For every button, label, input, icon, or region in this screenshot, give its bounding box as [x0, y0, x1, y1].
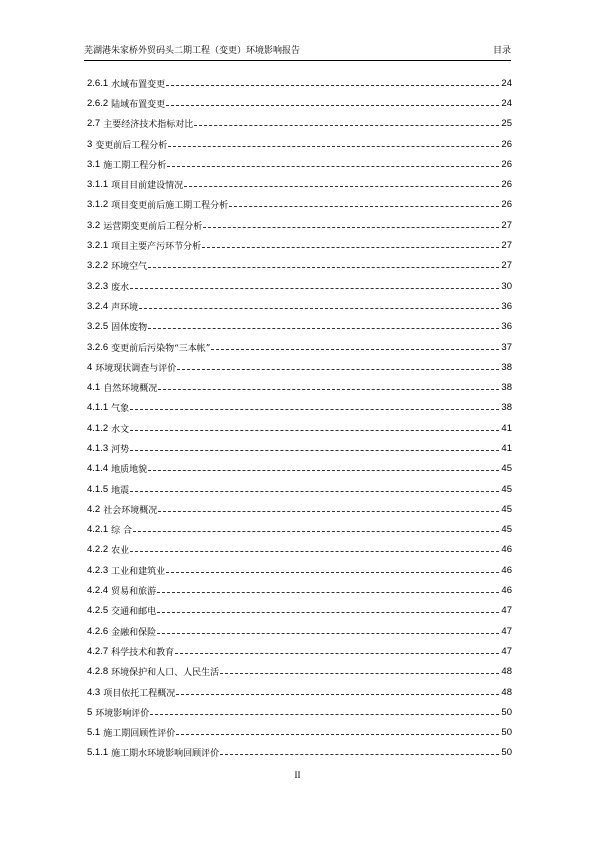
toc-entry-page: 48: [501, 686, 512, 698]
toc-entry-page: 45: [501, 503, 512, 515]
toc-entry-number: 4.2.3: [87, 564, 109, 576]
toc-entry-number: 4.1.3: [87, 442, 109, 454]
toc-entry-number: 5: [87, 706, 93, 718]
page-number: II: [294, 770, 301, 780]
toc-entry-title: 气象: [111, 404, 130, 415]
toc-entry[interactable]: [87, 702, 512, 722]
toc-entry-title: 施工期回顾性评价: [103, 729, 176, 740]
toc-entry-number: 4.1.4: [87, 463, 109, 475]
toc-entry-title: 综 合: [111, 526, 133, 537]
toc-entry-number: 3.2.6: [87, 341, 109, 353]
toc-entry-page: 47: [501, 625, 512, 637]
toc-entry-title: 项目主要产污环节分析: [111, 242, 202, 253]
toc-entry-title: 环境保护和人口、人民生活: [111, 668, 220, 679]
toc-entry-title: 地震: [111, 485, 130, 496]
toc-entry-number: 4.1.2: [87, 422, 109, 434]
toc-entry-number: 4.2.4: [87, 585, 109, 597]
toc-dot-leader: [130, 288, 499, 289]
toc-dot-leader: [176, 694, 499, 695]
toc-entry-title: 变更前后污染物“三本帐”: [111, 343, 211, 354]
toc-entry[interactable]: [87, 215, 512, 235]
toc-entry[interactable]: [87, 499, 512, 519]
toc-dot-leader: [220, 673, 499, 674]
toc-entry-title: 河势: [111, 444, 130, 455]
toc-entry-title: 变更前后工程分析: [95, 140, 168, 151]
toc-entry-page: 26: [501, 158, 512, 170]
toc-entry-title: 废水: [111, 282, 130, 293]
toc-entry-number: 4.3: [87, 686, 101, 698]
toc-entry-number: 4.2.2: [87, 544, 109, 556]
toc-entry-number: 3.2.5: [87, 321, 109, 333]
toc-entry[interactable]: [87, 723, 512, 743]
page-header: [84, 40, 511, 61]
toc-dot-leader: [168, 146, 499, 147]
toc-entry-title: 运营期变更前后工程分析: [103, 221, 203, 232]
toc-entry[interactable]: [87, 93, 512, 113]
toc-entry-title: 施工期水环境影响回顾评价: [111, 749, 220, 760]
toc-entry[interactable]: [87, 276, 512, 296]
toc-entry-page: 24: [501, 77, 512, 89]
toc-entry-number: 3.2.4: [87, 300, 109, 312]
toc-dot-leader: [130, 430, 499, 431]
toc-entry-title: 项目变更前后施工期工程分析: [111, 201, 229, 212]
toc-entry-title: 金融和保险: [111, 627, 157, 638]
toc-entry-page: 27: [501, 260, 512, 272]
toc-entry-page: 46: [501, 585, 512, 597]
toc-entry[interactable]: [87, 580, 512, 600]
toc-entry[interactable]: [87, 601, 512, 621]
toc-dot-leader: [130, 409, 499, 410]
section-label: 目录: [492, 46, 511, 56]
toc-dot-leader: [176, 734, 499, 735]
toc-entry-title: 施工期工程分析: [103, 160, 167, 171]
toc-entry-number: 3.2.1: [87, 240, 109, 252]
toc-entry-number: 3.1: [87, 158, 101, 170]
toc-entry-number: 4.2.7: [87, 645, 109, 657]
toc-entry[interactable]: [87, 662, 512, 682]
toc-entry-title: 环境空气: [111, 262, 148, 273]
toc-entry-page: 27: [501, 240, 512, 252]
toc-entry-number: 4.2.8: [87, 666, 109, 678]
toc-entry[interactable]: [87, 418, 512, 438]
toc-entry-page: 25: [501, 118, 512, 130]
toc-dot-leader: [166, 105, 499, 106]
toc-entry-page: 50: [501, 706, 512, 718]
toc-entry-title: 声环境: [111, 302, 139, 313]
toc-entry-page: 27: [501, 219, 512, 231]
toc-entry-title: 陆域布置变更: [111, 99, 166, 110]
toc-entry[interactable]: [87, 540, 512, 560]
toc-dot-leader: [157, 592, 499, 593]
toc-dot-leader: [220, 754, 499, 755]
toc-entry-number: 5.1: [87, 727, 101, 739]
toc-entry-page: 26: [501, 179, 512, 191]
toc-entry[interactable]: [87, 317, 512, 337]
toc-entry-page: 47: [501, 645, 512, 657]
toc-entry-page: 50: [501, 747, 512, 759]
toc-entry-page: 37: [501, 341, 512, 353]
toc-dot-leader: [139, 308, 499, 309]
toc-entry[interactable]: [87, 377, 512, 397]
toc-entry-page: 45: [501, 524, 512, 536]
toc-entry-number: 4.2: [87, 503, 101, 515]
toc-entry[interactable]: [87, 134, 512, 154]
toc-entry-title: 贸易和旅游: [111, 587, 157, 598]
toc-entry-number: 5.1.1: [87, 747, 109, 759]
toc-entry-page: 38: [501, 361, 512, 373]
toc-entry-number: 4: [87, 361, 93, 373]
toc-entry-title: 环境影响评价: [95, 708, 150, 719]
toc-entry-title: 社会环境概况: [103, 505, 158, 516]
toc-dot-leader: [167, 166, 499, 167]
toc-dot-leader: [157, 633, 499, 634]
toc-entry-page: 30: [501, 280, 512, 292]
toc-entry-page: 47: [501, 605, 512, 617]
toc-entry-page: 45: [501, 463, 512, 475]
toc-entry-number: 3.2.3: [87, 280, 109, 292]
toc-dot-leader: [158, 511, 499, 512]
toc-entry-title: 地质地貌: [111, 465, 148, 476]
toc-entry-number: 4.1.1: [87, 402, 109, 414]
toc-dot-leader: [148, 470, 499, 471]
toc-entry-title: 交通和邮电: [111, 607, 157, 618]
toc-entry-number: 3.2.2: [87, 260, 109, 272]
toc-entry[interactable]: [87, 438, 512, 458]
toc-entry[interactable]: [87, 682, 512, 702]
toc-entry[interactable]: [87, 621, 512, 641]
toc-entry-number: 2.6.2: [87, 97, 109, 109]
toc-entry-number: 4.2.5: [87, 605, 109, 617]
toc-entry-page: 45: [501, 483, 512, 495]
toc-entry-number: 3.2: [87, 219, 101, 231]
toc-entry[interactable]: [87, 459, 512, 479]
toc-entry-page: 46: [501, 564, 512, 576]
toc-entry[interactable]: [87, 479, 512, 499]
toc-entry-title: 固体废物: [111, 323, 148, 334]
toc-entry-page: 50: [501, 727, 512, 739]
toc-dot-leader: [130, 450, 499, 451]
toc-entry[interactable]: [87, 235, 512, 255]
toc-entry-number: 4.2.6: [87, 625, 109, 637]
toc-entry-page: 24: [501, 97, 512, 109]
toc-entry[interactable]: [87, 154, 512, 174]
toc-entry-title: 环境现状调查与评价: [95, 363, 177, 374]
toc-entry[interactable]: [87, 641, 512, 661]
toc-entry-page: 46: [501, 544, 512, 556]
document-title: 芜湖港朱家桥外贸码头二期工程（变更）环境影响报告: [84, 46, 301, 56]
toc-dot-leader: [130, 491, 499, 492]
toc-dot-leader: [158, 389, 499, 390]
toc-entry-page: 26: [501, 138, 512, 150]
toc-dot-leader: [130, 551, 499, 552]
toc-entry-title: 项目依托工程概况: [103, 688, 176, 699]
toc-entry-page: 38: [501, 402, 512, 414]
toc-entry-number: 3: [87, 138, 93, 150]
toc-entry-page: 36: [501, 321, 512, 333]
toc-entry-title: 农业: [111, 546, 130, 557]
toc-dot-leader: [229, 206, 499, 207]
toc-dot-leader: [133, 531, 499, 532]
toc-entry[interactable]: [87, 398, 512, 418]
toc-entry[interactable]: [87, 560, 512, 580]
toc-entry-page: 41: [501, 442, 512, 454]
toc-entry-page: 48: [501, 666, 512, 678]
toc-entry-number: 2.6.1: [87, 77, 109, 89]
table-of-contents: [87, 73, 512, 763]
toc-entry-page: 38: [501, 382, 512, 394]
toc-dot-leader: [166, 85, 499, 86]
toc-dot-leader: [157, 612, 499, 613]
toc-entry[interactable]: [87, 337, 512, 357]
toc-entry-number: 4.1.5: [87, 483, 109, 495]
toc-dot-leader: [148, 267, 499, 268]
toc-entry[interactable]: [87, 520, 512, 540]
toc-entry-title: 主要经济技术指标对比: [103, 120, 194, 131]
toc-entry-number: 4.2.1: [87, 524, 109, 536]
toc-entry[interactable]: [87, 743, 512, 763]
toc-dot-leader: [211, 349, 499, 350]
toc-entry[interactable]: [87, 114, 512, 134]
toc-entry[interactable]: [87, 174, 512, 194]
toc-entry[interactable]: [87, 73, 512, 93]
toc-entry-title: 水文: [111, 424, 130, 435]
toc-entry[interactable]: [87, 296, 512, 316]
toc-entry[interactable]: [87, 256, 512, 276]
toc-dot-leader: [202, 247, 499, 248]
toc-entry-page: 41: [501, 422, 512, 434]
toc-dot-leader: [203, 227, 499, 228]
toc-entry-page: 36: [501, 300, 512, 312]
toc-entry-page: 26: [501, 199, 512, 211]
toc-dot-leader: [175, 653, 499, 654]
toc-entry-title: 项目目前建设情况: [111, 181, 184, 192]
toc-entry-number: 4.1: [87, 382, 101, 394]
toc-entry-number: 3.1.2: [87, 199, 109, 211]
toc-entry-number: 2.7: [87, 118, 101, 130]
toc-dot-leader: [148, 328, 499, 329]
toc-dot-leader: [177, 369, 499, 370]
toc-entry-title: 自然环境概况: [103, 384, 158, 395]
toc-dot-leader: [150, 714, 499, 715]
toc-entry[interactable]: [87, 357, 512, 377]
toc-entry-title: 科学技术和教育: [111, 647, 175, 658]
toc-entry-title: 工业和建筑业: [111, 566, 166, 577]
toc-entry-title: 水域布置变更: [111, 79, 166, 90]
toc-dot-leader: [166, 572, 499, 573]
toc-entry-number: 3.1.1: [87, 179, 109, 191]
toc-dot-leader: [194, 125, 499, 126]
toc-entry[interactable]: [87, 195, 512, 215]
toc-dot-leader: [184, 186, 499, 187]
